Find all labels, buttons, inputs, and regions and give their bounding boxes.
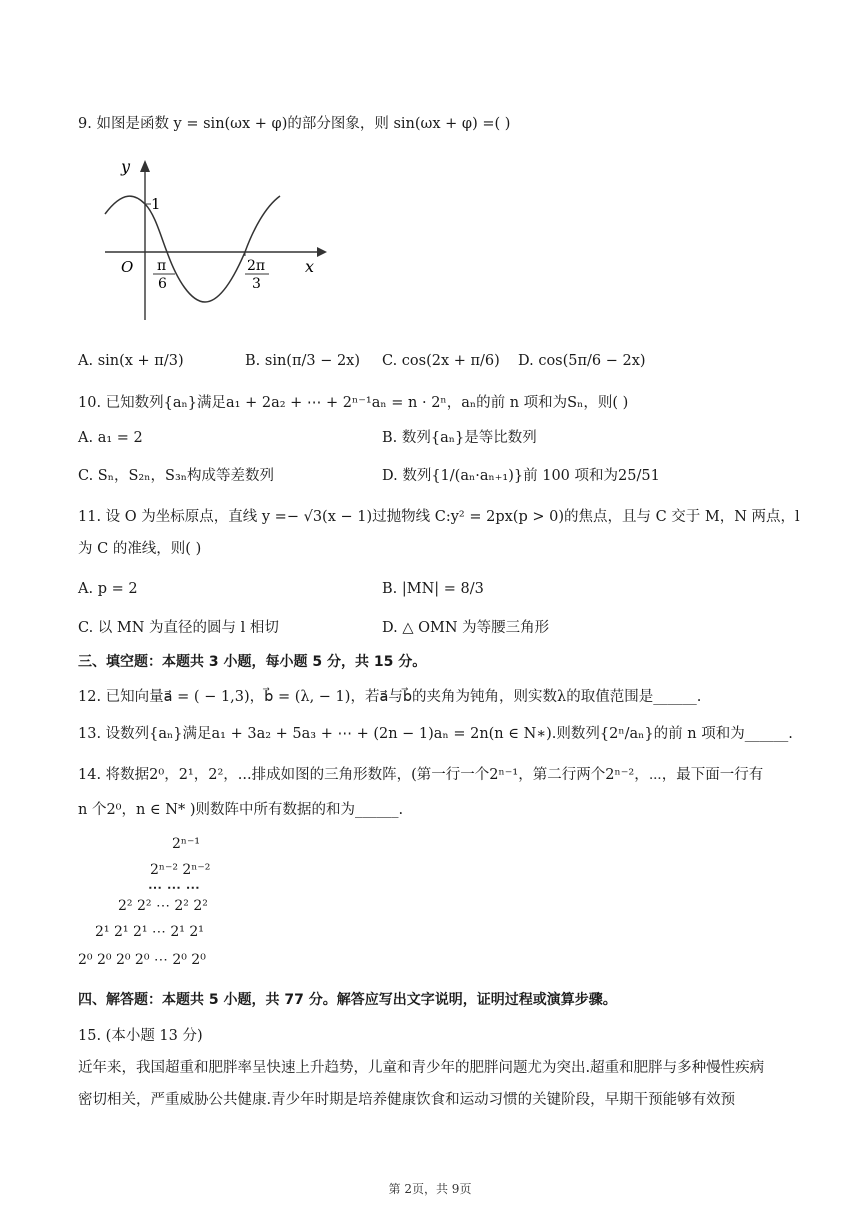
q15-heading: 15. (本小题 13 分) (78, 1028, 203, 1044)
x-tick1-num: π (157, 258, 167, 274)
triangle-row-6: 2⁰ 2⁰ 2⁰ 2⁰ ⋯ 2⁰ 2⁰ (78, 952, 206, 968)
x-tick2-num: 2π (247, 258, 266, 274)
q11-option-d: D. △ OMN 为等腰三角形 (382, 620, 550, 636)
q10-stem: 10. 已知数列{aₙ}满足a₁ + 2a₂ + ⋯ + 2ⁿ⁻¹aₙ = n · 2ⁿ，aₙ的前 n 项和为Sₙ，则( ) (78, 395, 629, 411)
q9-option-c: C. cos(2x + π/6) (382, 353, 500, 369)
q14-stem-line2: n 个2⁰，n ∈ N* )则数阵中所有数据的和为______. (78, 802, 404, 818)
triangle-row-1: 2ⁿ⁻¹ (172, 836, 200, 852)
triangle-row-2: 2ⁿ⁻² 2ⁿ⁻² (150, 862, 211, 878)
q10-option-b: B. 数列{aₙ}是等比数列 (382, 430, 537, 446)
triangle-row-5: 2¹ 2¹ 2¹ ⋯ 2¹ 2¹ (95, 924, 204, 940)
q10-option-c: C. Sₙ，S₂ₙ，S₃ₙ构成等差数列 (78, 468, 275, 484)
x-axis-arrow (317, 247, 327, 257)
section3-heading: 三、填空题：本题共 3 小题，每小题 5 分，共 15 分。 (78, 654, 427, 670)
q9-option-b: B. sin(π/3 − 2x) (245, 353, 361, 369)
q10-option-d: D. 数列{1/(aₙ·aₙ₊₁)}前 100 项和为25/51 (382, 468, 660, 484)
y-axis-arrow (140, 160, 150, 172)
y-axis-label: y (121, 157, 131, 176)
triangle-row-3: ⋯ ⋯ ⋯ (148, 880, 200, 896)
q11-option-c: C. 以 MN 为直径的圆与 l 相切 (78, 620, 279, 636)
q9-option-a: A. sin(x + π/3) (78, 353, 184, 369)
q9-stem: 9. 如图是函数 y = sin(ωx + φ)的部分图象，则 sin(ωx + φ) =( ) (78, 116, 511, 132)
origin-label: O (121, 258, 134, 276)
x-tick2-den: 3 (252, 276, 261, 292)
y-tick-label: 1 (151, 195, 161, 213)
q10-option-a: A. a₁ = 2 (78, 430, 143, 446)
q9-sine-graph (95, 152, 335, 327)
q11-option-b: B. |MN| = 8/3 (382, 581, 484, 597)
q13-stem: 13. 设数列{aₙ}满足a₁ + 3a₂ + 5a₃ + ⋯ + (2n − 1)aₙ = 2n(n ∈ N∗).则数列{2ⁿ/aₙ}的前 n 项和为______. (78, 726, 793, 742)
section4-heading: 四、解答题：本题共 5 小题，共 77 分。解答应写出文字说明，证明过程或演算步骤。 (78, 992, 617, 1008)
q12-stem: 12. 已知向量a⃗ = ( − 1,3)，b⃗ = (λ, − 1)，若a⃗与b⃗的夹角为钝角，则实数λ的取值范围是______. (78, 689, 702, 705)
x-axis-label: x (305, 257, 315, 276)
triangle-row-4: 2² 2² ⋯ 2² 2² (118, 898, 208, 914)
q9-option-d: D. cos(5π/6 − 2x) (518, 353, 646, 369)
q15-body: 近年来，我国超重和肥胖率呈快速上升趋势，儿童和青少年的肥胖问题尤为突出.超重和肥胖与多种慢性疾病密切相关，严重威胁公共健康.青少年时期是培养健康饮食和运动习惯的关键阶段，早期干预能够有效预 (78, 1060, 765, 1108)
q11-option-a: A. p = 2 (78, 581, 138, 597)
q11-stem-line1: 11. 设 O 为坐标原点，直线 y =− √3(x − 1)过抛物线 C:y² = 2px(p > 0)的焦点，且与 C 交于 M，N 两点，l (78, 509, 800, 525)
page-footer: 第 2页，共 9页 (388, 1182, 472, 1196)
x-tick1-den: 6 (158, 276, 167, 292)
q11-stem-line2: 为 C 的准线，则( ) (78, 541, 202, 557)
q14-stem-line1: 14. 将数据2⁰，2¹，2²，...排成如图的三角形数阵，(第一行一个2ⁿ⁻¹，第二行两个2ⁿ⁻²，⋯，最下面一行有 (78, 767, 764, 783)
